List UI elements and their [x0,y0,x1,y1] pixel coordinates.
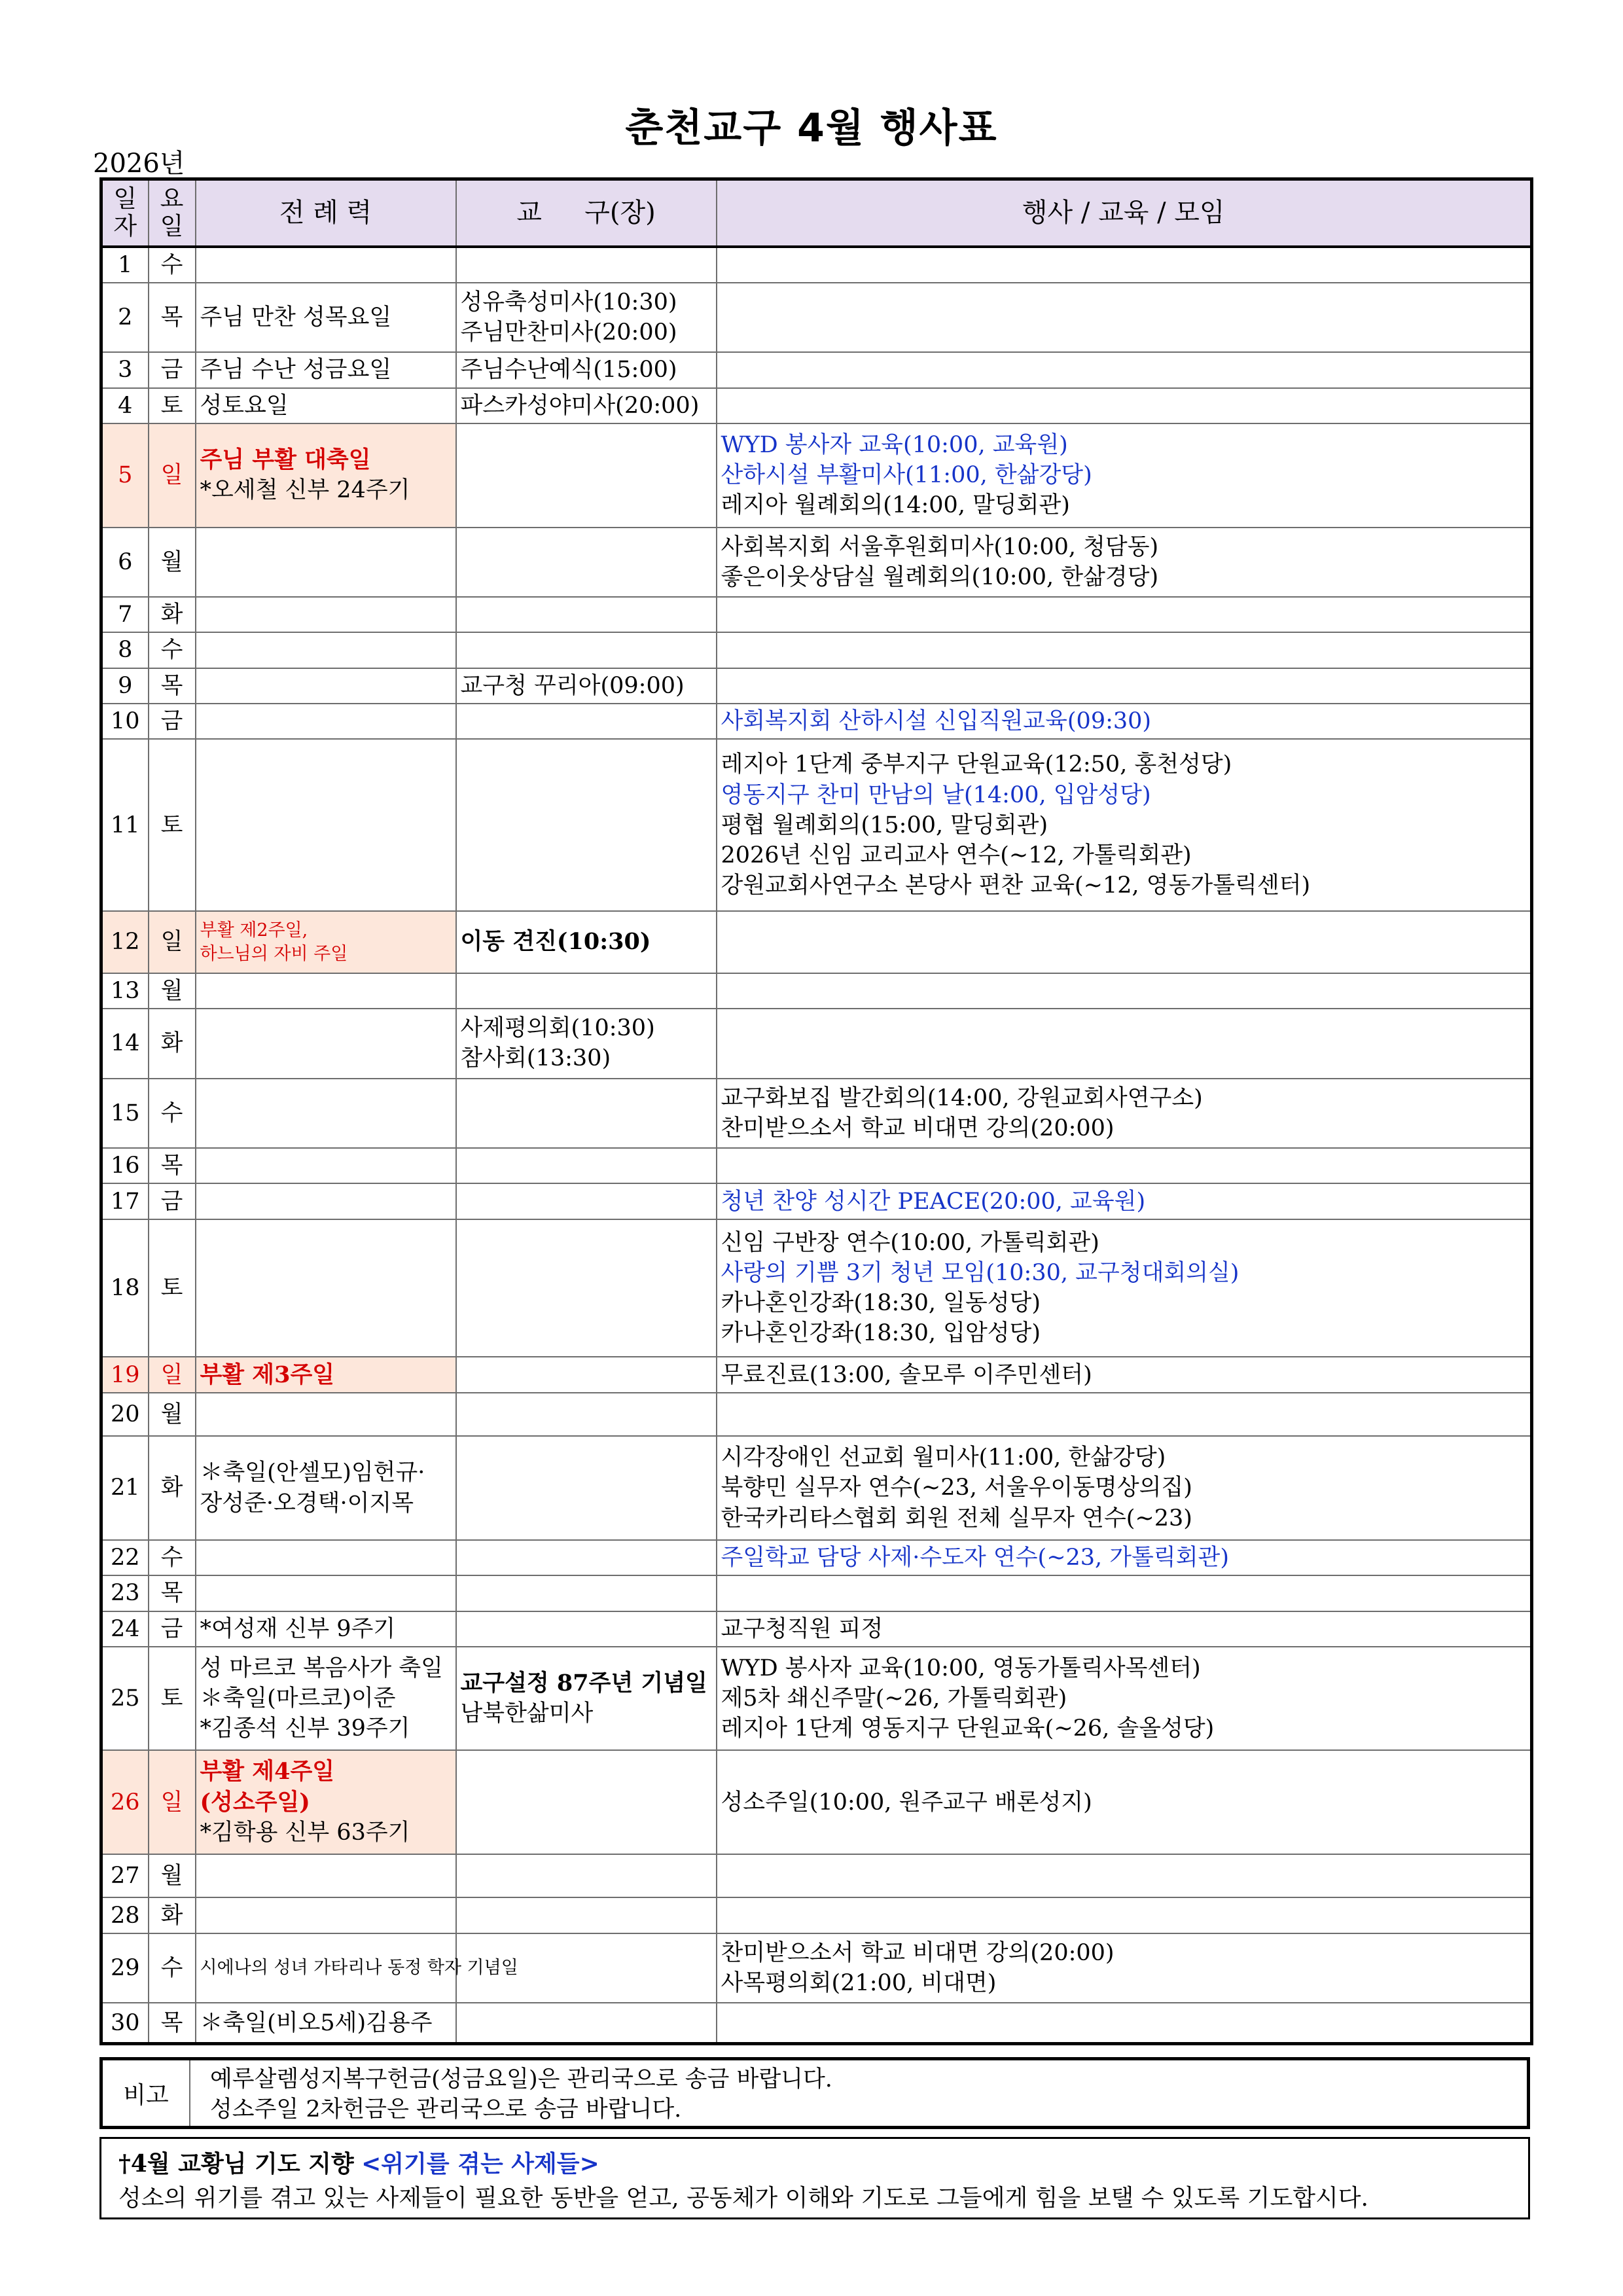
events-cell [717,423,1532,528]
prayer-heading: †4월 교황님 기도 지향 [118,2150,354,2178]
liturgical-cell [196,739,456,911]
table-row [101,1357,1532,1392]
table-row [101,1575,1532,1611]
weekday-cell: 화 [149,1009,196,1078]
diocese-cell [456,911,717,973]
cell-line: 참사회(13:30) [460,1045,611,1072]
liturgical-cell [196,973,456,1009]
events-cell [717,632,1532,668]
events-cell [717,1009,1532,1078]
day-cell: 12 [101,911,149,973]
cell-line: 성 마르코 복음사가 축일 [200,1655,443,1681]
table-row [101,528,1532,597]
events-cell [717,1897,1532,1933]
cell-line: 성토요일 [200,392,289,419]
table-row [101,1933,1532,2003]
weekday-cell: 토 [149,1647,196,1751]
weekday-cell: 금 [149,1183,196,1219]
table-row [101,1009,1532,1078]
liturgical-cell [196,704,456,739]
cell-line: 강원교회사연구소 본당사 편찬 교육(~12, 영동가톨릭센터) [721,872,1311,899]
cell-line: 남북한삶미사 [460,1700,594,1727]
events-cell [717,1183,1532,1219]
cell-line: 성유축성미사(10:30) [460,289,677,315]
weekday-cell: 화 [149,1436,196,1540]
weekday-cell: 목 [149,1575,196,1611]
weekday-cell: 금 [149,704,196,739]
liturgical-cell [196,528,456,597]
diocese-cell [456,1647,717,1751]
cell-line: 사제평의회(10:30) [460,1015,655,1042]
weekday-cell: 수 [149,1540,196,1575]
diocese-cell [456,1393,717,1437]
cell-line: 이동 견진(10:30) [460,928,651,956]
header-liturgical: 전 례 력 [196,179,456,247]
table-row [101,1219,1532,1357]
prayer-theme: <위기를 겪는 사제들> [361,2150,599,2178]
cell-line: 북향민 실무자 연수(~23, 서울우이동명상의집) [721,1475,1192,1501]
liturgical-cell [196,388,456,423]
diocese-cell [456,668,717,704]
events-cell [717,704,1532,739]
cell-line: 주일학교 담당 사제·수도자 연수(~23, 가톨릭회관) [721,1544,1230,1571]
cell-line: 무료진료(13:00, 솔모루 이주민센터) [721,1361,1092,1388]
events-cell [717,1750,1532,1854]
cell-line: 장성준·오경택·이지목 [200,1490,414,1516]
events-cell [717,1647,1532,1751]
weekday-cell: 토 [149,1219,196,1357]
table-row [101,1079,1532,1148]
day-cell: 8 [101,632,149,668]
table-row [101,973,1532,1009]
page-title: 춘천교구 4월 행사표 [625,105,998,151]
prayer-intention-box [99,2137,1530,2219]
cell-line: 카나혼인강좌(18:30, 입암성당) [721,1320,1041,1347]
cell-line: 레지아 1단계 중부지구 단원교육(12:50, 홍천성당) [721,751,1232,778]
cell-line: 시에나의 성녀 가타리나 동정 학자 기념일 [200,1958,518,1979]
day-cell: 22 [101,1540,149,1575]
liturgical-cell [196,1079,456,1148]
liturgical-cell [196,668,456,704]
table-row [101,352,1532,387]
diocese-cell [456,1854,717,1898]
events-cell [717,1393,1532,1437]
cell-line: ＊축일(비오5세)김용주 [200,2009,433,2036]
diocese-cell [456,1750,717,1854]
weekday-cell: 수 [149,632,196,668]
weekday-cell: 일 [149,911,196,973]
cell-line: WYD 봉사자 교육(10:00, 영동가톨릭사목센터) [721,1655,1201,1681]
cell-line: 찬미받으소서 학교 비대면 강의(20:00) [721,1939,1115,1966]
table-row [101,388,1532,423]
day-cell: 2 [101,283,149,352]
events-cell [717,1079,1532,1148]
liturgical-cell [196,1009,456,1078]
events-cell [717,1219,1532,1357]
cell-line: *여성재 신부 9주기 [200,1615,396,1642]
weekday-cell: 금 [149,352,196,387]
schedule-table [99,177,1533,2045]
liturgical-cell [196,283,456,352]
cell-line: 제5차 쇄신주말(~26, 가톨릭회관) [721,1685,1067,1712]
cell-line: ＊축일(마르코)이준 [200,1685,396,1712]
cell-line: 파스카성야미사(20:00) [460,392,700,419]
cell-line: 사목평의회(21:00, 비대면) [721,1970,997,1997]
diocese-cell [456,1357,717,1392]
liturgical-cell [196,352,456,387]
liturgical-cell [196,423,456,528]
day-cell: 23 [101,1575,149,1611]
cell-line: 주님 부활 대축일 [200,446,371,474]
cell-line: *오세철 신부 24주기 [200,477,410,504]
events-cell [717,352,1532,387]
table-row [101,1750,1532,1854]
day-cell: 5 [101,423,149,528]
table-row [101,2003,1532,2043]
weekday-cell: 토 [149,739,196,911]
prayer-text: 성소의 위기를 겪고 있는 사제들이 필요한 동반을 얻고, 공동체가 이해와 기도로 그들에게 힘을 보탤 수 있도록 기도합시다. [118,2185,1369,2212]
diocese-cell [456,1183,717,1219]
header-diocese: 교 구(장) [456,179,717,247]
day-cell: 3 [101,352,149,387]
diocese-cell [456,1148,717,1183]
weekday-cell: 목 [149,2003,196,2043]
day-cell: 9 [101,668,149,704]
header-day: 일 자 [101,179,149,247]
events-cell [717,1933,1532,2003]
cell-line: 교구청 꾸리아(09:00) [460,672,685,699]
liturgical-cell [196,1148,456,1183]
events-cell [717,1611,1532,1647]
table-row [101,1393,1532,1437]
liturgical-cell [196,247,456,283]
table-row [101,283,1532,352]
cell-line: 부활 제4주일 [200,1758,335,1785]
cell-line: 시각장애인 선교회 월미사(11:00, 한삶강당) [721,1444,1166,1471]
weekday-cell: 수 [149,1933,196,2003]
liturgical-cell [196,1357,456,1392]
cell-line: 하느님의 자비 주일 [200,943,348,964]
liturgical-cell [196,1183,456,1219]
cell-line: ＊축일(안셀모)임헌규· [200,1460,425,1486]
liturgical-cell [196,1750,456,1854]
cell-line: 사랑의 기쁨 3기 청년 모임(10:30, 교구청대회의실) [721,1259,1240,1286]
liturgical-cell [196,1854,456,1898]
day-cell: 7 [101,597,149,632]
diocese-cell [456,2003,717,2043]
diocese-cell [456,632,717,668]
weekday-cell: 월 [149,1854,196,1898]
cell-line: 부활 제2주일, [200,920,308,941]
cell-line: 좋은이웃상담실 월례회의(10:00, 한삶경당) [721,564,1159,590]
day-cell: 21 [101,1436,149,1540]
day-cell: 19 [101,1357,149,1392]
weekday-cell: 수 [149,247,196,283]
cell-line: 산하시설 부활미사(11:00, 한삶강당) [721,462,1092,489]
diocese-cell [456,739,717,911]
day-cell: 26 [101,1750,149,1854]
cell-line: 평협 월례회의(15:00, 말딩회관) [721,812,1048,838]
liturgical-cell [196,1219,456,1357]
diocese-cell [456,528,717,597]
liturgical-cell [196,1611,456,1647]
cell-line: 레지아 1단계 영동지구 단원교육(~26, 솔올성당) [721,1715,1215,1742]
cell-line: 영동지구 찬미 만남의 날(14:00, 입암성당) [721,781,1151,808]
liturgical-cell [196,1436,456,1540]
weekday-cell: 일 [149,1750,196,1854]
diocese-cell [456,1009,717,1078]
events-cell [717,1436,1532,1540]
liturgical-cell [196,2003,456,2043]
cell-line: 주님 수난 성금요일 [200,357,392,384]
cell-line: 주님 만찬 성목요일 [200,304,392,331]
cell-line: 레지아 월례회의(14:00, 말딩회관) [721,492,1070,519]
cell-line: 교구청직원 피정 [721,1615,883,1642]
events-cell [717,1854,1532,1898]
diocese-cell [456,1436,717,1540]
cell-line: 주님수난예식(15:00) [460,357,677,384]
weekday-cell: 월 [149,528,196,597]
day-cell: 14 [101,1009,149,1078]
table-row [101,632,1532,668]
cell-line: 한국카리타스협회 회원 전체 실무자 연수(~23) [721,1505,1192,1532]
liturgical-cell [196,1647,456,1751]
diocese-cell [456,1611,717,1647]
cell-line: 부활 제3주일 [200,1361,335,1388]
day-cell: 18 [101,1219,149,1357]
liturgical-cell [196,911,456,973]
day-cell: 4 [101,388,149,423]
table-row [101,1148,1532,1183]
day-cell: 29 [101,1933,149,2003]
table-row [101,1897,1532,1933]
diocese-cell [456,1079,717,1148]
diocese-cell [456,1219,717,1357]
liturgical-cell [196,597,456,632]
table-row [101,247,1532,283]
table-row [101,1540,1532,1575]
cell-line: 성소주일(10:00, 원주교구 배론성지) [721,1789,1092,1816]
table-row [101,1647,1532,1751]
events-cell [717,1357,1532,1392]
events-cell [717,2003,1532,2043]
events-cell [717,283,1532,352]
table-header-row [101,179,1532,247]
day-cell: 13 [101,973,149,1009]
cell-line: 청년 찬양 성시간 PEACE(20:00, 교육원) [721,1188,1146,1215]
weekday-cell: 일 [149,423,196,528]
liturgical-cell [196,1897,456,1933]
cell-line: (성소주일) [200,1788,310,1816]
weekday-cell: 금 [149,1611,196,1647]
weekday-cell: 목 [149,283,196,352]
header-weekday: 요 일 [149,179,196,247]
day-cell: 30 [101,2003,149,2043]
table-row [101,1183,1532,1219]
table-row [101,668,1532,704]
cell-line: 사회복지회 산하시설 신입직원교육(09:30) [721,708,1152,735]
day-cell: 1 [101,247,149,283]
events-cell [717,973,1532,1009]
events-cell [717,668,1532,704]
weekday-cell: 월 [149,1393,196,1437]
weekday-cell: 화 [149,1897,196,1933]
weekday-cell: 일 [149,1357,196,1392]
diocese-cell [456,1540,717,1575]
diocese-cell [456,423,717,528]
events-cell [717,739,1532,911]
day-cell: 10 [101,704,149,739]
cell-line: 주님만찬미사(20:00) [460,319,677,346]
liturgical-cell [196,632,456,668]
events-cell [717,1148,1532,1183]
table-row [101,704,1532,739]
liturgical-cell [196,1933,518,2003]
events-cell [717,388,1532,423]
header-events: 행사 / 교육 / 모임 [717,179,1532,247]
liturgical-cell [196,1575,456,1611]
table-row [101,911,1532,973]
cell-line: WYD 봉사자 교육(10:00, 교육원) [721,432,1068,459]
table-row [101,423,1532,528]
table-row [101,1436,1532,1540]
diocese-cell [456,388,717,423]
day-cell: 16 [101,1148,149,1183]
cell-line: *김종석 신부 39주기 [200,1715,410,1742]
day-cell: 25 [101,1647,149,1751]
remark-line: 성소주일 2차헌금은 관리국으로 송금 바랍니다. [210,2096,682,2123]
day-cell: 17 [101,1183,149,1219]
day-cell: 20 [101,1393,149,1437]
table-row [101,1854,1532,1898]
remark-body [190,2060,852,2126]
table-row [101,1611,1532,1647]
cell-line: 신임 구반장 연수(10:00, 가톨릭회관) [721,1229,1099,1256]
remark-label: 비고 [103,2060,190,2126]
cell-line: 사회복지회 서울후원회미사(10:00, 청담동) [721,533,1159,560]
diocese-cell [456,597,717,632]
cell-line: *김학용 신부 63주기 [200,1819,410,1846]
remark-box [99,2057,1530,2129]
cell-line: 교구화보집 발간회의(14:00, 강원교회사연구소) [721,1085,1203,1111]
events-cell [717,247,1532,283]
events-cell [717,1540,1532,1575]
diocese-cell [456,973,717,1009]
events-cell [717,597,1532,632]
weekday-cell: 월 [149,973,196,1009]
diocese-cell [456,1897,717,1933]
diocese-cell [456,704,717,739]
diocese-cell [456,352,717,387]
day-cell: 15 [101,1079,149,1148]
cell-line: 2026년 신임 교리교사 연수(~12, 가톨릭회관) [721,842,1192,869]
events-cell [717,911,1532,973]
day-cell: 27 [101,1854,149,1898]
cell-line: 교구설정 87주년 기념일 [460,1669,707,1696]
year-label: 2026년 [93,149,185,179]
liturgical-cell [196,1393,456,1437]
weekday-cell: 화 [149,597,196,632]
remark-line: 예루살렘성지복구헌금(성금요일)은 관리국으로 송금 바랍니다. [210,2066,832,2092]
day-cell: 24 [101,1611,149,1647]
day-cell: 28 [101,1897,149,1933]
events-cell [717,1575,1532,1611]
diocese-cell [456,283,717,352]
weekday-cell: 토 [149,388,196,423]
day-cell: 6 [101,528,149,597]
cell-line: 카나혼인강좌(18:30, 일동성당) [721,1290,1041,1317]
liturgical-cell [196,1540,456,1575]
events-cell [717,528,1532,597]
cell-line: 찬미받으소서 학교 비대면 강의(20:00) [721,1115,1115,1141]
table-row [101,739,1532,911]
table-row [101,597,1532,632]
weekday-cell: 목 [149,668,196,704]
diocese-cell [456,1575,717,1611]
diocese-cell [456,247,717,283]
weekday-cell: 수 [149,1079,196,1148]
day-cell: 11 [101,739,149,911]
weekday-cell: 목 [149,1148,196,1183]
